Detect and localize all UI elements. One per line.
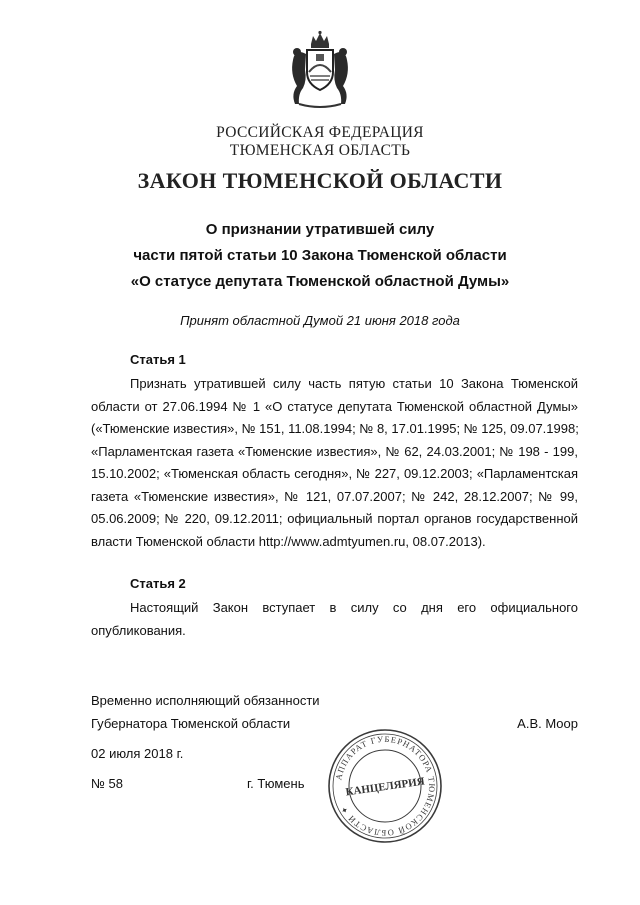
law-title-line: О признании утратившей силу — [205, 221, 435, 238]
signing-date: 02 июля 2018 г. — [91, 746, 184, 761]
article-1-line: Признать утратившей силу часть пятую статьи 10 Закона Тюменской — [130, 376, 578, 391]
signatory-name: А.В. Моор — [517, 716, 578, 731]
article-1-heading: Статья 1 — [130, 352, 186, 367]
article-1-line: власти Тюменской области http://www.admtyumen.ru, 08.07.2013). — [91, 533, 486, 549]
law-title-line: части пятой статьи 10 Закона Тюменской области — [133, 247, 507, 264]
law-title — [0, 217, 640, 295]
article-2-heading: Статья 2 — [130, 576, 186, 591]
article-2-line: опубликования. — [91, 622, 186, 638]
law-title-line: «О статусе депутата Тюменской областной Думы» — [130, 273, 510, 290]
article-1-line: 05.06.2009; № 220, 09.12.2011; официальный портал органов государственной — [91, 511, 578, 526]
svg-text:АППАРАТ ГУБЕРНАТОРА ТЮМЕНСКОЙ: АППАРАТ ГУБЕРНАТОРА ТЮМЕНСКОЙ ОБЛАСТИ ✦ — [333, 733, 438, 839]
signatory-position-line2: Губернатора Тюменской области — [91, 716, 291, 731]
article-1-line: газета «Тюменские известия», № 121, 07.07.2007; № 242, 28.12.2007; № 99, — [91, 488, 578, 504]
coat-of-arms-emblem — [285, 30, 355, 110]
law-kind-heading: ЗАКОН ТЮМЕНСКОЙ ОБЛАСТИ — [137, 168, 503, 193]
article-1-line: «Парламентская газета «Тюменские известия», № 62, 24.03.2001; № 198 - 199, — [91, 443, 578, 459]
article-1-line: 15.10.2002; «Тюменская область сегодня», № 227, 09.12.2003; «Парламентская — [91, 466, 578, 481]
article-2-body — [91, 597, 578, 642]
article-2-line: Настоящий Закон вступает в силу со дня его официального — [130, 600, 578, 615]
signatory-position-line1: Временно исполняющий обязанности — [91, 693, 320, 708]
article-1-body — [91, 373, 578, 553]
svg-text:КАНЦЕЛЯРИЯ: КАНЦЕЛЯРИЯ — [344, 775, 426, 799]
region-heading: ТЮМЕНСКАЯ ОБЛАСТЬ — [229, 142, 411, 159]
office-seal-stamp — [326, 727, 444, 845]
country-heading: РОССИЙСКАЯ ФЕДЕРАЦИЯ — [216, 124, 424, 141]
law-number: № 58 — [91, 776, 124, 791]
adoption-note: Принят областной Думой 21 июня 2018 года — [180, 313, 460, 328]
article-1-line: («Тюменские известия», № 151, 11.08.1994; № 8, 17.01.1995; № 125, 09.07.1998; — [91, 421, 579, 436]
signing-city: г. Тюмень — [247, 776, 305, 791]
article-1-line: области от 27.06.1994 № 1 «О статусе депутата Тюменской областной Думы» — [91, 398, 578, 414]
